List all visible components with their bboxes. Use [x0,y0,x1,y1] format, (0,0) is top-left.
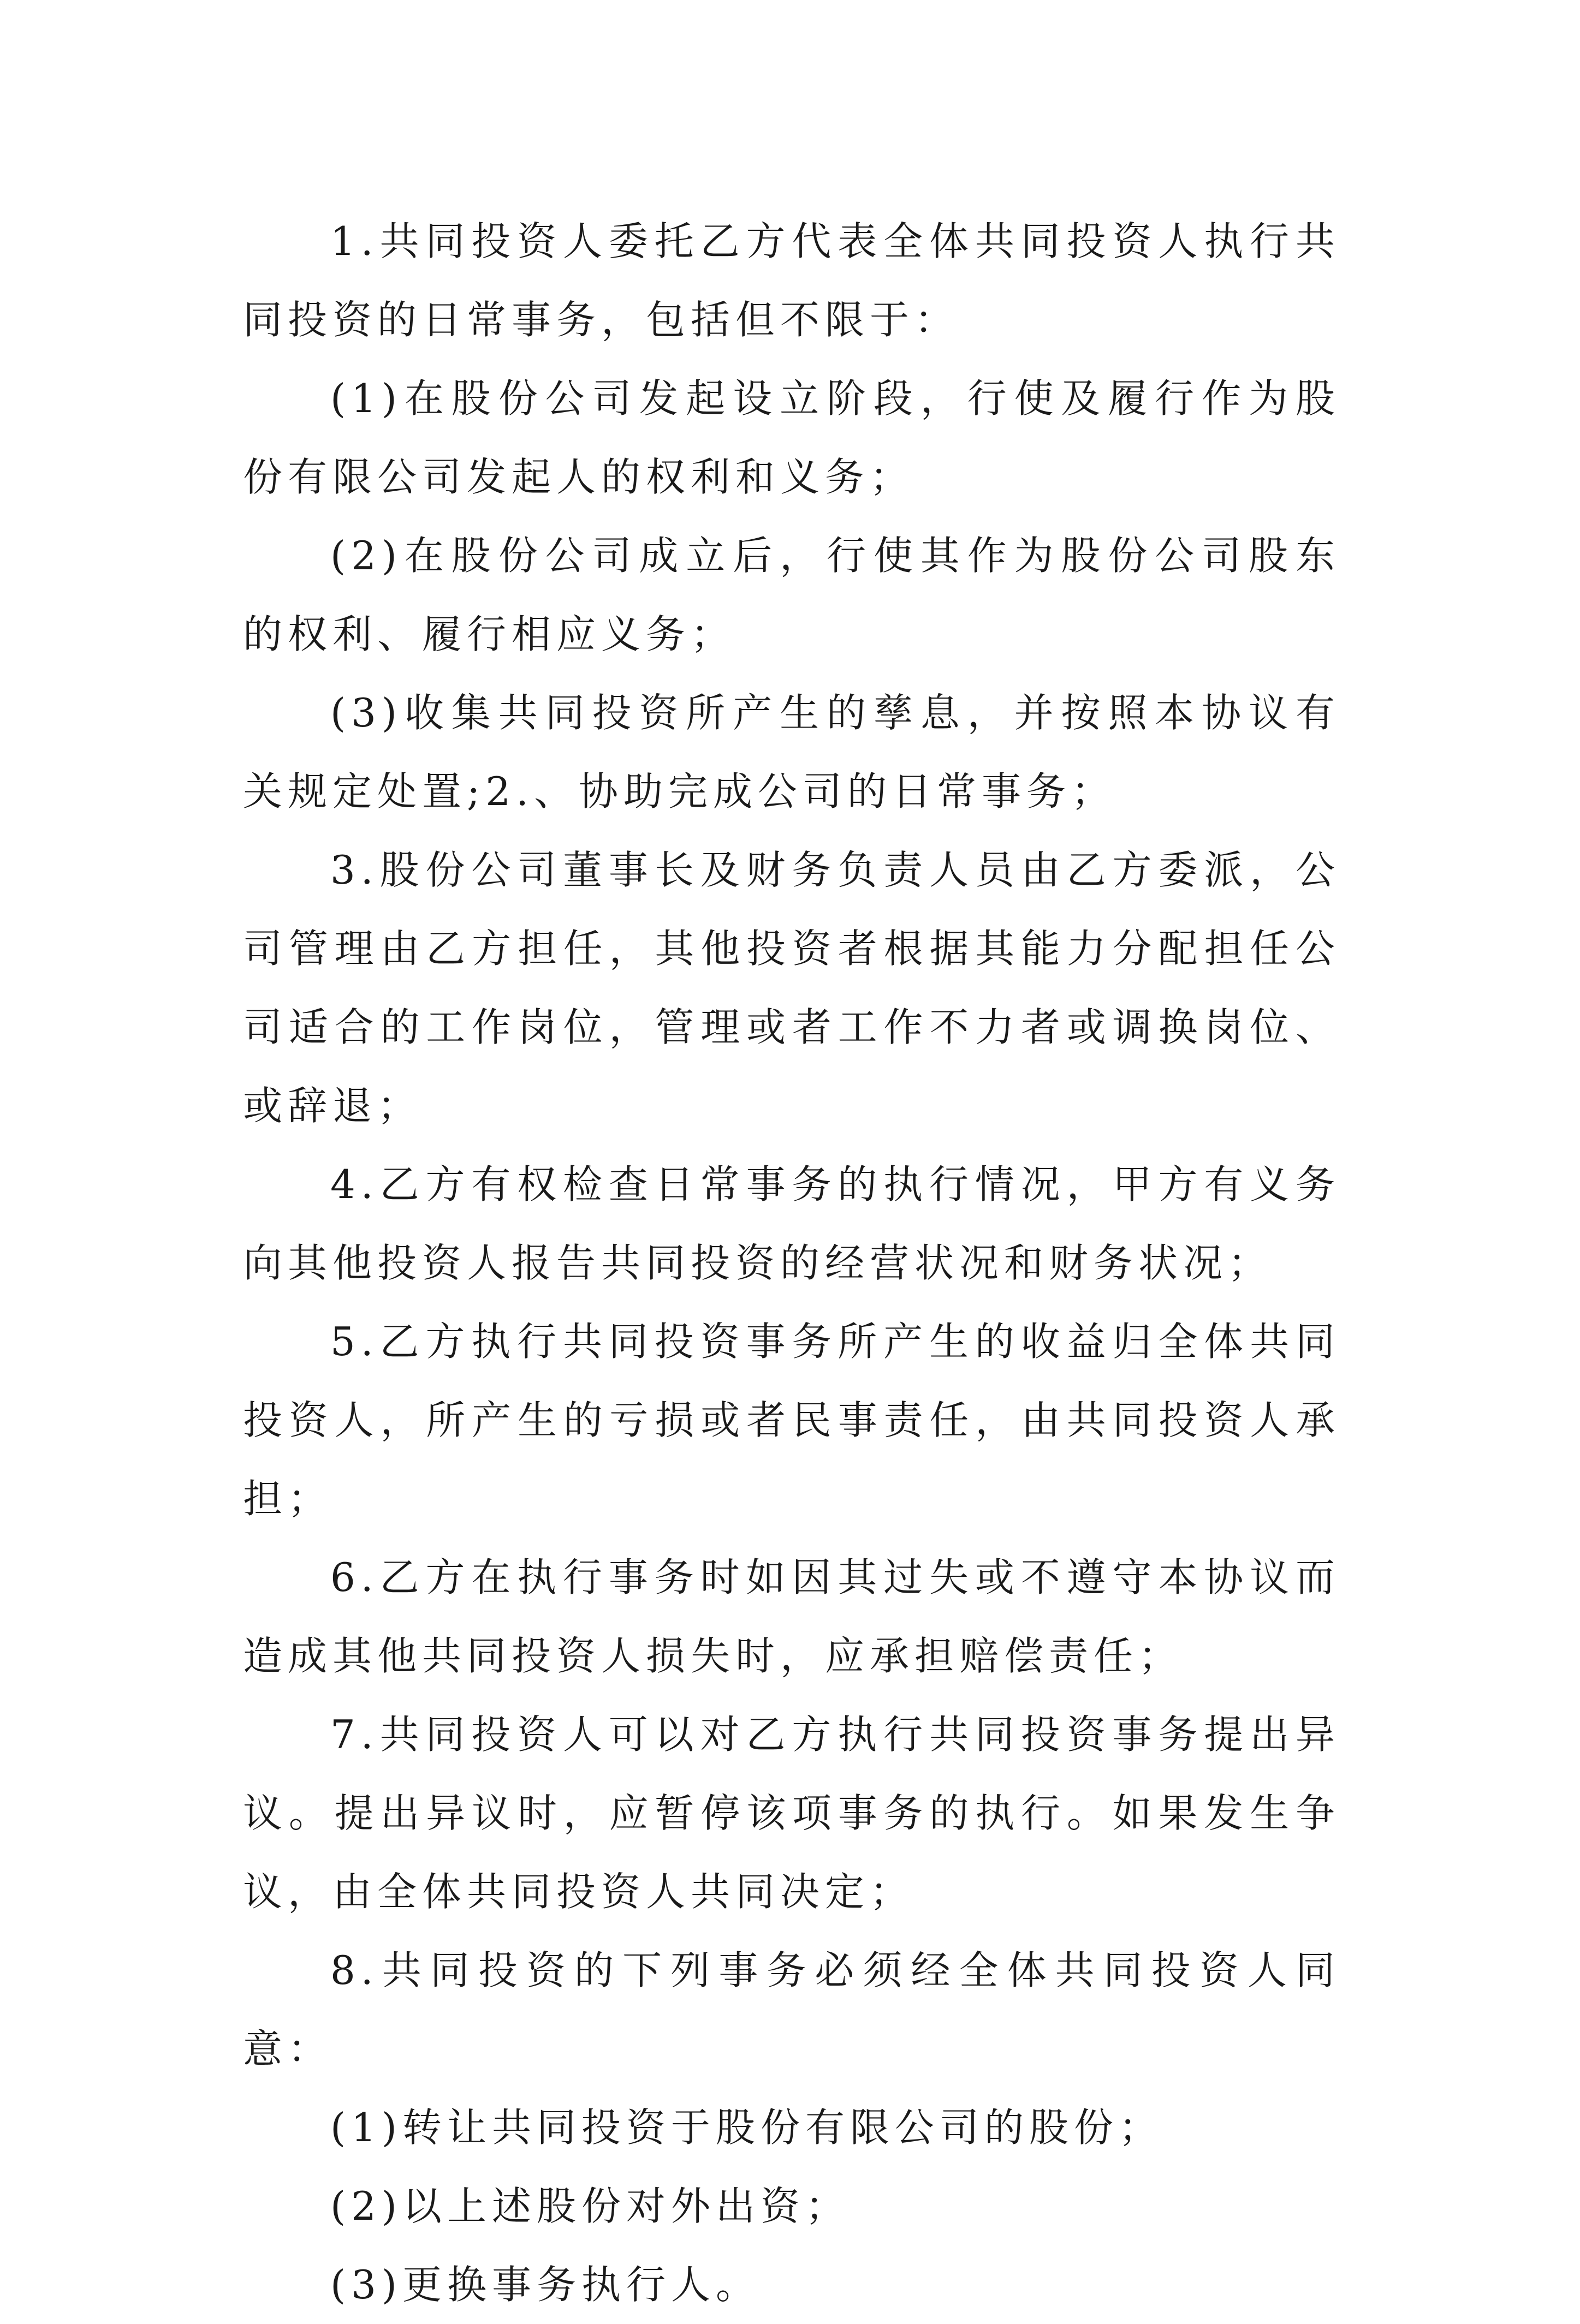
paragraph-11: (1)转让共同投资于股份有限公司的股份； [330,2105,1163,2150]
paragraph-2: (1)在股份公司发起设立阶段，行使及履行作为股份有限公司发起人的权利和义务； [243,376,1340,500]
paragraph-3: (2)在股份公司成立后，行使其作为股份公司股东的权利、履行相应义务； [243,533,1340,657]
document-body [243,202,1340,2324]
paragraph-6: 4.乙方有权检查日常事务的执行情况，甲方有义务向其他投资人报告共同投资的经营状况和财务状况； [243,1161,1340,1286]
paragraph-13: (3)更换事务执行人。 [330,2262,761,2308]
paragraph-5: 3.股份公司董事长及财务负责人员由乙方委派，公司管理由乙方担任，其他投资者根据其能力分配担任公司适合的工作岗位，管理或者工作不力者或调换岗位、或辞退； [243,847,1340,1129]
paragraph-1: 1.共同投资人委托乙方代表全体共同投资人执行共同投资的日常事务，包括但不限于： [243,218,1340,343]
paragraph-10: 8.共同投资的下列事务必须经全体共同投资人同意： [243,1947,1340,2072]
paragraph-4: (3)收集共同投资所产生的孳息，并按照本协议有关规定处置;2.、协助完成公司的日常事务； [243,690,1340,814]
paragraph-7: 5.乙方执行共同投资事务所产生的收益归全体共同投资人，所产生的亏损或者民事责任，由共同投资人承担； [243,1319,1340,1522]
paragraph-12: (2)以上述股份对外出资； [330,2183,850,2229]
paragraph-8: 6.乙方在执行事务时如因其过失或不遵守本协议而造成其他共同投资人损失时，应承担赔偿责任； [243,1554,1340,1679]
paragraph-9: 7.共同投资人可以对乙方执行共同投资事务提出异议。提出异议时，应暂停该项事务的执行。如果发生争议，由全体共同投资人共同决定； [243,1712,1340,1915]
